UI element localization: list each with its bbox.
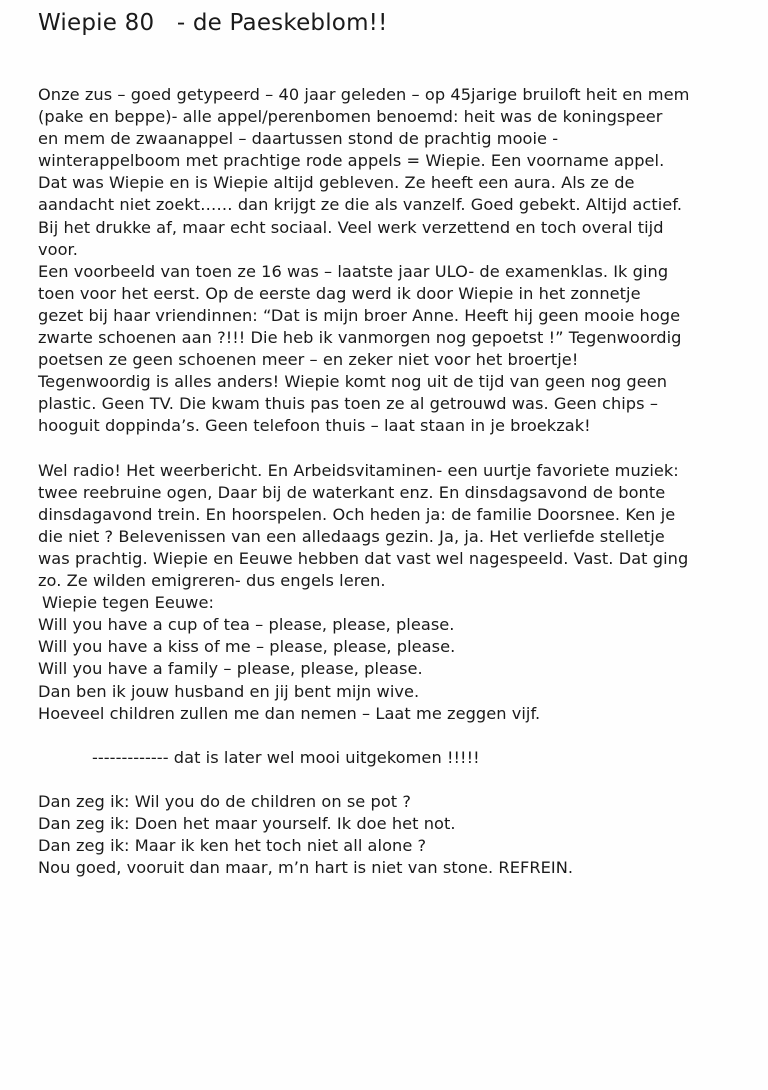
text-line: Dat was Wiepie en is Wiepie altijd gebleven. Ze heeft een aura. Als ze de xyxy=(38,173,635,193)
song-line: Will you have a cup of tea – please, please, please. xyxy=(38,615,455,635)
song-line: Dan ben ik jouw husband en jij bent mijn wive. xyxy=(38,681,420,701)
closing-line: Dan zeg ik: Doen het maar yourself. Ik doe het not. xyxy=(38,814,456,834)
text-line: voor. xyxy=(38,239,78,259)
text-line: Wel radio! Het weerbericht. En Arbeidsvitaminen- een uurtje favoriete muziek: xyxy=(38,460,679,480)
paragraph-gap xyxy=(38,725,763,747)
song-line: Will you have a kiss of me – please, please, please. xyxy=(38,637,456,657)
text-line: poetsen ze geen schoenen meer – en zeker niet voor het broertje! xyxy=(38,350,579,370)
text-line: Tegenwoordig is alles anders! Wiepie komt nog uit de tijd van geen nog geen xyxy=(38,372,668,392)
closing-line: Nou goed, vooruit dan maar, m’n hart is niet van stone. REFREIN. xyxy=(38,858,574,878)
closing-line: Dan zeg ik: Wil you do de children on se pot ? xyxy=(38,792,412,811)
text-line: (pake en beppe)- alle appel/perenbomen benoemd: heit was de koningspeer xyxy=(38,107,663,127)
text-line: Onze zus – goed getypeerd – 40 jaar geleden – op 45jarige bruiloft heit en mem xyxy=(38,85,690,104)
text-line: Bij het drukke af, maar echt sociaal. Veel werk verzettend en toch overal tijd xyxy=(38,217,664,237)
song-intro: Wiepie tegen Eeuwe: xyxy=(42,593,214,613)
song-line: Will you have a family – please, please, please. xyxy=(38,659,423,679)
text-line: zo. Ze wilden emigreren- dus engels leren. xyxy=(38,571,386,591)
closing-line: Dan zeg ik: Maar ik ken het toch niet all alone ? xyxy=(38,836,427,856)
song-line: Hoeveel children zullen me dan nemen – Laat me zeggen vijf. xyxy=(38,703,541,723)
text-line: Een voorbeeld van toen ze 16 was – laatste jaar ULO- de examenklas. Ik ging xyxy=(38,261,669,281)
paragraph-gap xyxy=(38,438,763,460)
text-line: die niet ? Belevenissen van een alledaags gezin. Ja, ja. Het verliefde stelletje xyxy=(38,526,665,546)
text-line: zwarte schoenen aan ?!!! Die heb ik vanmorgen nog gepoetst !” Tegenwoordig xyxy=(38,328,682,348)
text-line: aandacht niet zoekt…… dan krijgt ze die als vanzelf. Goed gebekt. Altijd actief. xyxy=(38,195,683,215)
text-line: dinsdagavond trein. En hoorspelen. Och heden ja: de familie Doorsnee. Ken je xyxy=(38,504,676,524)
text-line: gezet bij haar vriendinnen: “Dat is mijn broer Anne. Heeft hij geen mooie hoge xyxy=(38,305,681,325)
document-title: Wiepie 80 - de Paeskeblom!! xyxy=(38,10,388,36)
paragraph-gap xyxy=(38,769,763,791)
text-line: en mem de zwaanappel – daartussen stond de prachtig mooie - xyxy=(38,129,559,149)
text-line: plastic. Geen TV. Die kwam thuis pas toen ze al getrouwd was. Geen chips – xyxy=(38,394,658,414)
document-body xyxy=(38,84,763,879)
text-line: hooguit doppinda’s. Geen telefoon thuis – laat staan in je broekzak! xyxy=(38,416,591,436)
text-line: toen voor het eerst. Op de eerste dag werd ik door Wiepie in het zonnetje xyxy=(38,283,641,303)
remark-line: ------------- dat is later wel mooi uitgekomen !!!!! xyxy=(92,747,480,767)
text-line: twee reebruine ogen, Daar bij de waterkant enz. En dinsdagsavond de bonte xyxy=(38,482,666,502)
text-line: winterappelboom met prachtige rode appels = Wiepie. Een voorname appel. xyxy=(38,151,665,171)
text-line: was prachtig. Wiepie en Eeuwe hebben dat vast wel nagespeeld. Vast. Dat ging xyxy=(38,548,689,568)
